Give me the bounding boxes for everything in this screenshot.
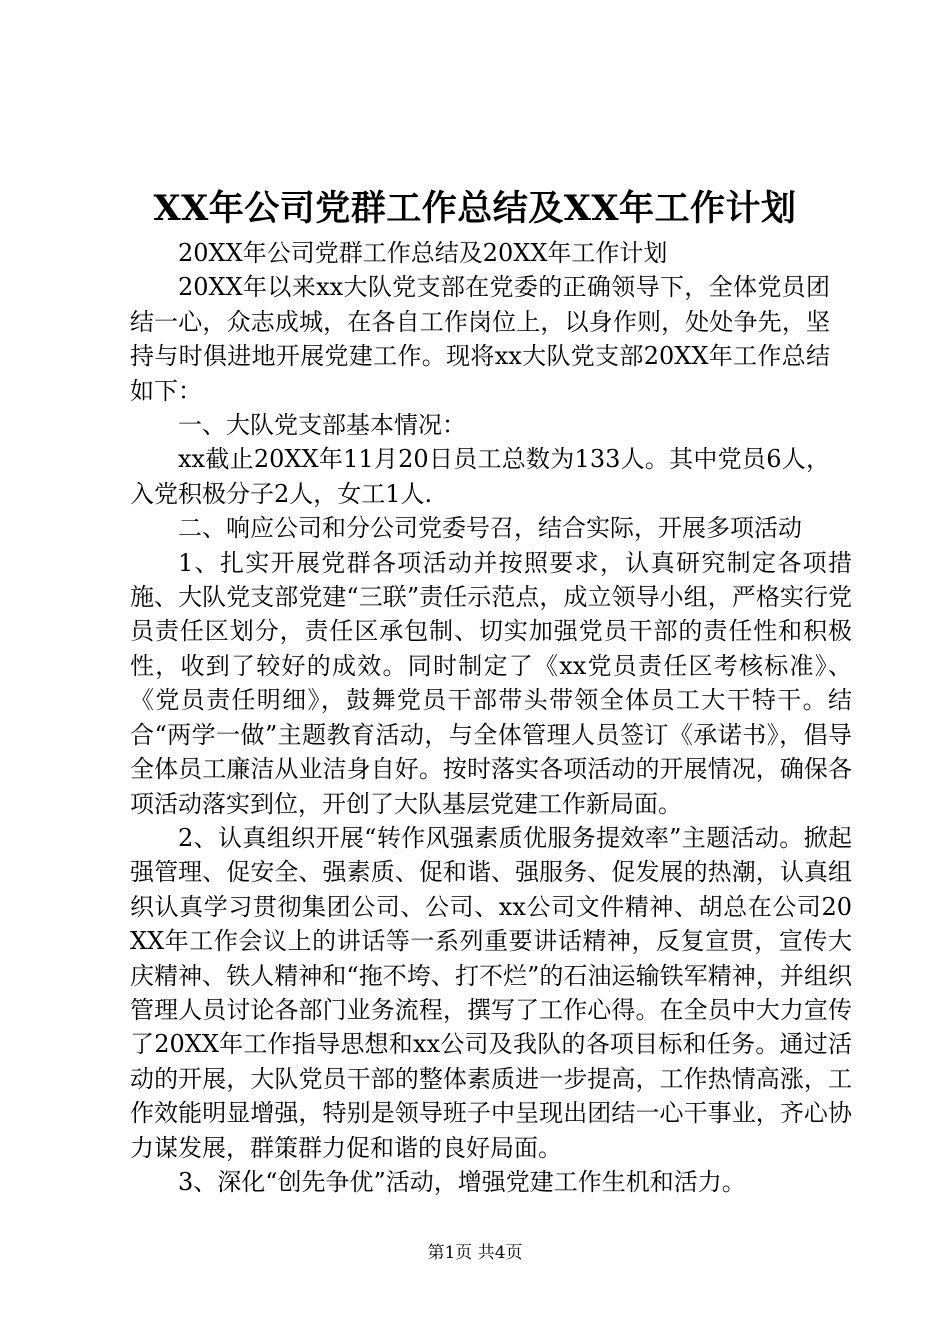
intro-paragraph: 20XX年以来xx大队党支部在党委的正确领导下，全体党员团结一心，众志成城，在各自工作岗位上，以身作则，处处争先，坚持与时俱进地开展党建工作。现将xx大队党支部20XX年工作总结如下：: [130, 273, 830, 405]
document-title: XX年公司党群工作总结及XX年工作计划: [153, 188, 797, 229]
activity-paragraph-3: 3、深化“创先争优”活动，增强党建工作生机和活力。: [178, 1167, 746, 1196]
activity-paragraph-2: 2、认真组织开展“转作风强素质优服务提效率”主题活动。掀起强管理、促安全、强素质、促和谐、强服务、促发展的热潮，认真组织认真学习贯彻集团公司、公司、xx公司文件精神、胡总在公司20XX年工作会议上的讲话等一系列重要讲话精神，反复宣贯，宣传大庆精神、铁人精神和“拖不垮、打不烂”的石油运输铁军精神，并组织管理人员讨论各部门业务流程，撰写了工作心得。在全员中大力宣传了20XX年工作指导思想和xx公司及我队的各项目标和任务。通过活动的开展，大队党员干部的整体素质进一步提高，工作热情高涨，工作效能明显增强，特别是领导班子中呈现出团结一心干事业，齐心协力谋发展，群策群力促和谐的良好局面。: [130, 823, 852, 1162]
section-heading-2: 二、响应公司和分公司党委号召，结合实际，开展多项活动: [178, 514, 802, 543]
staff-count-paragraph: xx截止20XX年11月20日员工总数为133人。其中党员6人，入党积极分子2人，女工1人.: [130, 445, 830, 508]
activity-paragraph-1: 1、扎实开展党群各项活动并按照要求，认真研究制定各项措施、大队党支部党建“三联”责任示范点，成立领导小组，严格实行党员责任区划分，责任区承包制、切实加强党员干部的责任性和积极性，收到了较好的成效。同时制定了《xx党员责任区考核标准》、《党员责任明细》，鼓舞党员干部带头带领全体员工大干特干。结合“两学一做”主题教育活动，与全体管理人员签订《承诺书》，倡导全体员工廉洁从业洁身自好。按时落实各项活动的开展情况，确保各项活动落实到位，开创了大队基层党建工作新局面。: [130, 548, 852, 818]
section-heading-1: 一、大队党支部基本情况：: [178, 411, 466, 440]
page-footer: 第1页 共4页: [427, 1243, 523, 1263]
subtitle-paragraph: 20XX年公司党群工作总结及20XX年工作计划: [178, 239, 668, 267]
document-body: [130, 236, 852, 1199]
